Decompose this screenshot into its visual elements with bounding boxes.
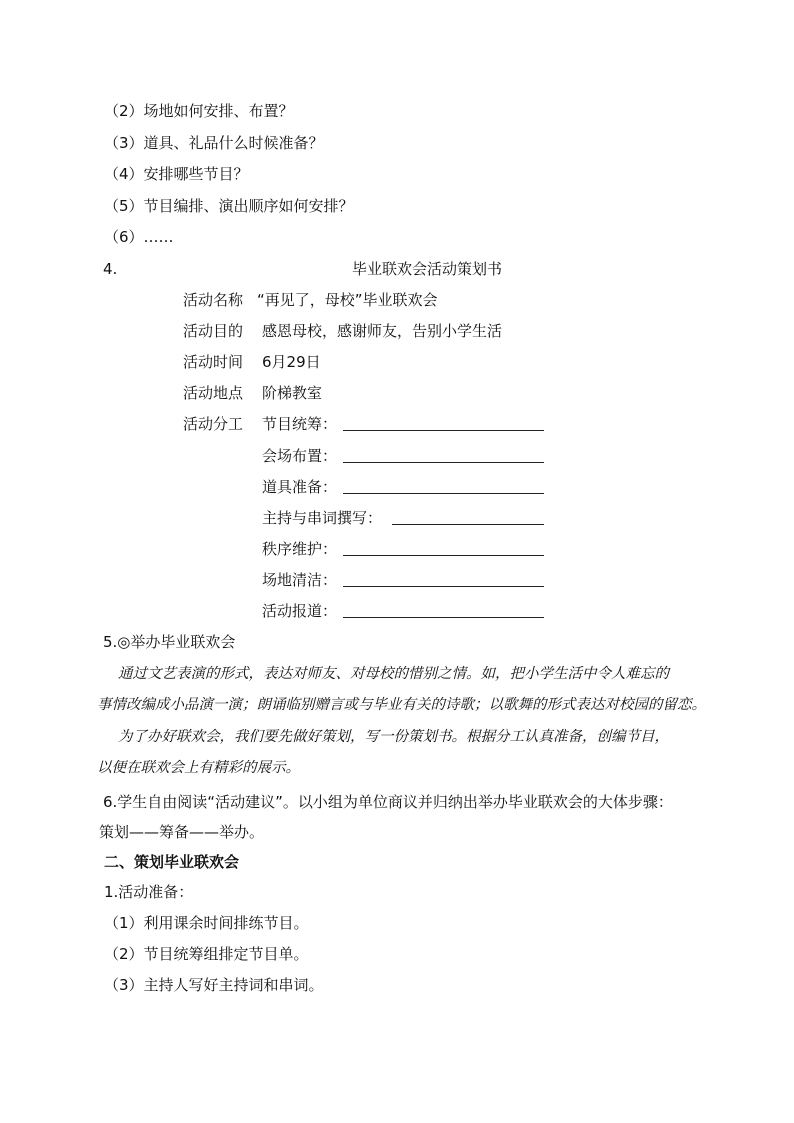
plan-row-value: “再见了，母校”毕业联欢会: [257, 291, 438, 309]
task-blank[interactable]: [392, 524, 544, 525]
task-label: 会场布置：: [262, 447, 338, 465]
task-blank[interactable]: [343, 462, 544, 463]
plan-row-label: 活动地点: [183, 384, 244, 402]
plan-row-label: 活动目的: [183, 322, 244, 340]
plan-row-value: 阶梯教室: [262, 384, 323, 402]
task-blank[interactable]: [343, 493, 544, 494]
item5-paragraph-line: 事情改编成小品演一演；朗诵临别赠言或与毕业有关的诗歌；以歌舞的形式表达对校园的留恋。: [97, 697, 706, 713]
plan-row-label: 活动时间: [183, 353, 244, 371]
plan-row-value: 感恩母校，感谢师友，告别小学生活: [262, 322, 503, 340]
item5-paragraph-line: 为了办好联欢会，我们要先做好策划，写一份策划书。根据分工认真准备，创编节目，: [118, 729, 669, 745]
task-blank[interactable]: [343, 430, 544, 431]
item6-line: 6.学生自由阅读“活动建议”。以小组为单位商议并归纳出举办毕业联欢会的大体步骤：: [103, 793, 673, 811]
task-label: 主持与串词撰写：: [262, 509, 383, 527]
prep-item: （2）节目统筹组排定节目单。: [104, 945, 309, 963]
task-label: 活动报道：: [262, 602, 338, 620]
item5-paragraph-line: 以便在联欢会上有精彩的展示。: [97, 760, 300, 776]
task-blank[interactable]: [343, 617, 544, 618]
item6-line: 策划——筹备——举办。: [99, 823, 265, 841]
step-item: （6）……: [104, 228, 174, 246]
step-item: （2）场地如何安排、布置？: [104, 102, 294, 120]
task-label: 节目统筹：: [262, 415, 338, 433]
task-blank[interactable]: [343, 586, 544, 587]
section2-heading: 二、策划毕业联欢会: [104, 853, 240, 871]
step-item: （3）道具、礼品什么时候准备？: [104, 134, 324, 152]
task-label: 道具准备：: [262, 478, 338, 496]
task-blank[interactable]: [343, 555, 544, 556]
prep-item: （1）利用课余时间排练节目。: [104, 914, 309, 932]
item5-paragraph-line: 通过文艺表演的形式，表达对师友、对母校的惜别之情。如，把小学生活中令人难忘的: [118, 666, 669, 682]
prep-item: （3）主持人写好主持词和串词。: [104, 976, 324, 994]
step-item: （5）节目编排、演出顺序如何安排？: [104, 197, 354, 215]
plan-row-value: 6月29日: [262, 353, 321, 371]
task-label: 场地清洁：: [262, 571, 338, 589]
plan-row-label: 活动名称: [183, 291, 244, 309]
plan-title: 毕业联欢会活动策划书: [352, 260, 503, 278]
item5-heading: 5.◎举办毕业联欢会: [103, 633, 236, 651]
plan-number: 4.: [103, 260, 118, 278]
step-item: （4）安排哪些节目？: [104, 165, 249, 183]
section2-subheading: 1.活动准备：: [104, 883, 194, 901]
division-label: 活动分工: [183, 415, 244, 433]
task-label: 秩序维护：: [262, 540, 338, 558]
